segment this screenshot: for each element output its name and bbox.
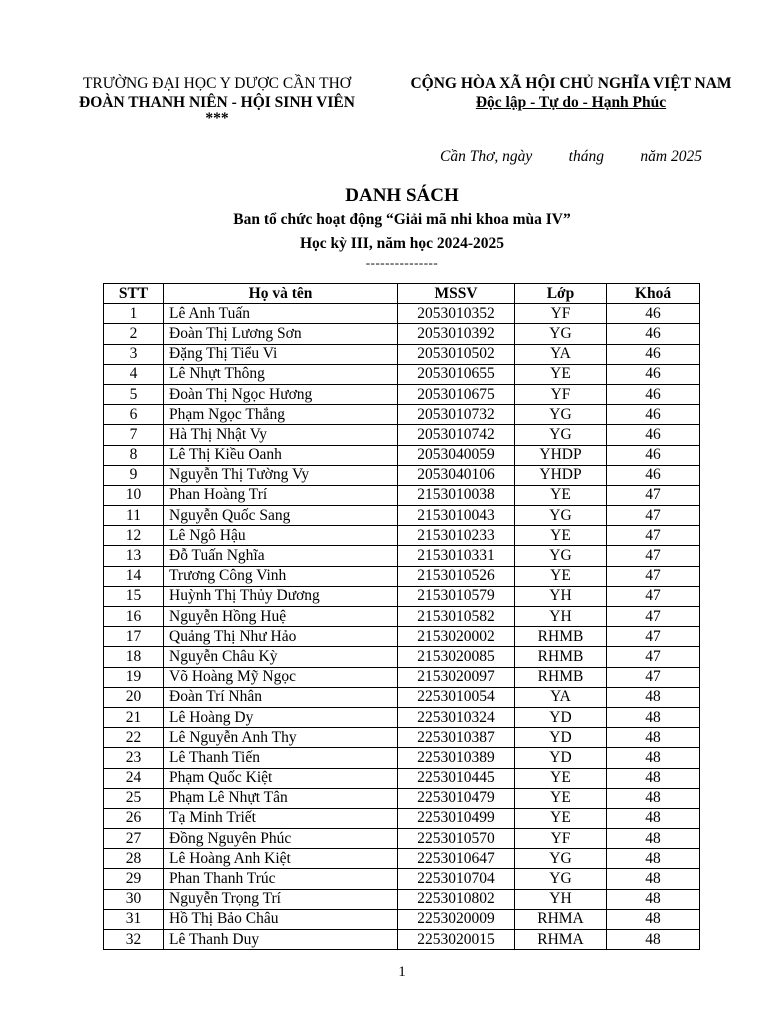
cell-name: Huỳnh Thị Thủy Dương	[164, 586, 398, 606]
cell-name: Hồ Thị Bảo Châu	[164, 909, 398, 929]
national-title: CỘNG HÒA XÃ HỘI CHỦ NGHĨA VIỆT NAM	[410, 75, 732, 92]
cell-class: YH	[515, 586, 607, 606]
cell-mssv: 2053010352	[398, 304, 515, 324]
cell-mssv: 2053010392	[398, 324, 515, 344]
table-row	[104, 647, 700, 667]
cell-class: YG	[515, 425, 607, 445]
table-row	[104, 788, 700, 808]
cell-cohort: 47	[607, 607, 700, 627]
cell-mssv: 2153010582	[398, 607, 515, 627]
cell-class: YA	[515, 344, 607, 364]
cell-mssv: 2253010647	[398, 849, 515, 869]
table-row	[104, 425, 700, 445]
cell-name: Đồng Nguyên Phúc	[164, 829, 398, 849]
cell-cohort: 48	[607, 909, 700, 929]
cell-name: Phan Thanh Trúc	[164, 869, 398, 889]
table-row	[104, 586, 700, 606]
cell-stt: 4	[104, 364, 164, 384]
cell-class: YD	[515, 748, 607, 768]
document-term: Học kỳ III, năm học 2024-2025	[299, 235, 505, 252]
cell-cohort: 48	[607, 687, 700, 707]
cell-name: Đoàn Thị Ngọc Hương	[164, 384, 398, 404]
university-name: TRƯỜNG ĐẠI HỌC Y DƯỢC CẦN THƠ	[82, 75, 352, 92]
table-row	[104, 667, 700, 687]
cell-class: YE	[515, 566, 607, 586]
cell-mssv: 2153010043	[398, 506, 515, 526]
cell-stt: 29	[104, 869, 164, 889]
table-row	[104, 748, 700, 768]
table-row	[104, 707, 700, 727]
cell-stt: 23	[104, 748, 164, 768]
table-header-row	[104, 284, 700, 304]
table-row	[104, 405, 700, 425]
cell-class: YG	[515, 849, 607, 869]
cell-stt: 28	[104, 849, 164, 869]
cell-stt: 15	[104, 586, 164, 606]
cell-mssv: 2253010704	[398, 869, 515, 889]
cell-name: Đoàn Trí Nhân	[164, 687, 398, 707]
cell-stt: 8	[104, 445, 164, 465]
document-subtitle: Ban tổ chức hoạt động “Giải mã nhi khoa mùa IV”	[233, 211, 571, 228]
document-titles	[0, 184, 768, 270]
cell-name: Phan Hoàng Trí	[164, 485, 398, 505]
cell-cohort: 46	[607, 425, 700, 445]
date-year: năm 2025	[640, 148, 702, 165]
table-row	[104, 566, 700, 586]
cell-name: Phạm Quốc Kiệt	[164, 768, 398, 788]
cell-mssv: 2153010038	[398, 485, 515, 505]
cell-name: Lê Thị Kiều Oanh	[164, 445, 398, 465]
cell-mssv: 2253010324	[398, 707, 515, 727]
cell-name: Nguyễn Hồng Huệ	[164, 607, 398, 627]
cell-cohort: 47	[607, 526, 700, 546]
cell-stt: 24	[104, 768, 164, 788]
cell-stt: 19	[104, 667, 164, 687]
cell-name: Quảng Thị Như Hảo	[164, 627, 398, 647]
cell-mssv: 2053010502	[398, 344, 515, 364]
cell-stt: 3	[104, 344, 164, 364]
table-row	[104, 304, 700, 324]
cell-name: Lê Anh Tuấn	[164, 304, 398, 324]
cell-stt: 17	[104, 627, 164, 647]
cell-cohort: 48	[607, 788, 700, 808]
cell-mssv: 2153010233	[398, 526, 515, 546]
page-number: 1	[398, 964, 406, 980]
cell-class: RHMA	[515, 909, 607, 929]
table-row	[104, 869, 700, 889]
cell-stt: 31	[104, 909, 164, 929]
cell-cohort: 48	[607, 849, 700, 869]
cell-name: Lê Thanh Duy	[164, 930, 398, 950]
table-row	[104, 465, 700, 485]
table-row	[104, 909, 700, 929]
table-row	[104, 930, 700, 950]
cell-name: Phạm Lê Nhựt Tân	[164, 788, 398, 808]
date-month: tháng	[568, 148, 604, 165]
cell-stt: 11	[104, 506, 164, 526]
cell-cohort: 48	[607, 829, 700, 849]
cell-stt: 21	[104, 707, 164, 727]
cell-cohort: 47	[607, 647, 700, 667]
cell-mssv: 2253020009	[398, 909, 515, 929]
title-separator: ---------------	[365, 255, 439, 270]
cell-stt: 2	[104, 324, 164, 344]
cell-cohort: 46	[607, 445, 700, 465]
cell-cohort: 47	[607, 485, 700, 505]
col-header-mssv: MSSV	[398, 284, 515, 304]
cell-name: Lê Hoàng Dy	[164, 707, 398, 727]
cell-mssv: 2153020097	[398, 667, 515, 687]
table-row	[104, 506, 700, 526]
cell-cohort: 48	[607, 748, 700, 768]
cell-stt: 18	[104, 647, 164, 667]
cell-mssv: 2253010570	[398, 829, 515, 849]
cell-name: Đỗ Tuấn Nghĩa	[164, 546, 398, 566]
date-line	[440, 148, 702, 166]
cell-stt: 9	[104, 465, 164, 485]
cell-mssv: 2153010579	[398, 586, 515, 606]
cell-name: Lê Thanh Tiến	[164, 748, 398, 768]
cell-mssv: 2253010802	[398, 889, 515, 909]
cell-cohort: 47	[607, 506, 700, 526]
cell-class: YE	[515, 808, 607, 828]
cell-cohort: 46	[607, 324, 700, 344]
cell-mssv: 2153010526	[398, 566, 515, 586]
cell-class: YA	[515, 687, 607, 707]
cell-class: YG	[515, 324, 607, 344]
cell-name: Hà Thị Nhật Vy	[164, 425, 398, 445]
cell-cohort: 48	[607, 869, 700, 889]
cell-mssv: 2053010675	[398, 384, 515, 404]
cell-class: YG	[515, 869, 607, 889]
cell-name: Nguyễn Trọng Trí	[164, 889, 398, 909]
cell-class: YE	[515, 526, 607, 546]
col-header-cohort: Khoá	[607, 284, 700, 304]
table-row	[104, 344, 700, 364]
table-row	[104, 526, 700, 546]
cell-cohort: 46	[607, 405, 700, 425]
header-stars: ***	[205, 110, 229, 127]
date-place: Cần Thơ, ngày	[440, 148, 533, 165]
table-row	[104, 829, 700, 849]
cell-stt: 16	[104, 607, 164, 627]
cell-stt: 13	[104, 546, 164, 566]
cell-class: YE	[515, 485, 607, 505]
document-title: DANH SÁCH	[345, 185, 459, 206]
table-row	[104, 687, 700, 707]
table-row	[104, 607, 700, 627]
cell-class: RHMA	[515, 930, 607, 950]
cell-name: Đặng Thị Tiểu Vi	[164, 344, 398, 364]
cell-class: YH	[515, 889, 607, 909]
cell-cohort: 46	[607, 384, 700, 404]
cell-class: YE	[515, 768, 607, 788]
cell-stt: 22	[104, 728, 164, 748]
cell-name: Nguyễn Thị Tường Vy	[164, 465, 398, 485]
cell-stt: 1	[104, 304, 164, 324]
cell-class: YG	[515, 405, 607, 425]
cell-class: YG	[515, 506, 607, 526]
cell-class: RHMB	[515, 647, 607, 667]
cell-mssv: 2253020015	[398, 930, 515, 950]
cell-mssv: 2253010445	[398, 768, 515, 788]
cell-mssv: 2153020002	[398, 627, 515, 647]
cell-name: Trương Công Vinh	[164, 566, 398, 586]
cell-name: Võ Hoàng Mỹ Ngọc	[164, 667, 398, 687]
table-row	[104, 445, 700, 465]
national-motto: Độc lập - Tự do - Hạnh Phúc	[475, 94, 667, 111]
cell-mssv: 2053010732	[398, 405, 515, 425]
col-header-stt: STT	[104, 284, 164, 304]
cell-cohort: 47	[607, 566, 700, 586]
cell-cohort: 48	[607, 808, 700, 828]
cell-class: YHDP	[515, 465, 607, 485]
cell-cohort: 46	[607, 465, 700, 485]
cell-stt: 5	[104, 384, 164, 404]
cell-class: RHMB	[515, 627, 607, 647]
cell-name: Phạm Ngọc Thắng	[164, 405, 398, 425]
col-header-class: Lớp	[515, 284, 607, 304]
table-row	[104, 889, 700, 909]
cell-mssv: 2253010387	[398, 728, 515, 748]
cell-mssv: 2053040106	[398, 465, 515, 485]
cell-class: YE	[515, 364, 607, 384]
cell-stt: 20	[104, 687, 164, 707]
member-table	[103, 283, 700, 950]
cell-class: RHMB	[515, 667, 607, 687]
table-row	[104, 627, 700, 647]
cell-cohort: 48	[607, 930, 700, 950]
cell-class: YE	[515, 788, 607, 808]
table-row	[104, 768, 700, 788]
cell-stt: 10	[104, 485, 164, 505]
cell-mssv: 2253010499	[398, 808, 515, 828]
cell-mssv: 2153020085	[398, 647, 515, 667]
cell-mssv: 2253010054	[398, 687, 515, 707]
table-row	[104, 728, 700, 748]
table-row	[104, 384, 700, 404]
cell-name: Đoàn Thị Lương Sơn	[164, 324, 398, 344]
header-right	[388, 74, 754, 112]
cell-class: YF	[515, 384, 607, 404]
cell-class: YH	[515, 607, 607, 627]
table-row	[104, 808, 700, 828]
table-row	[104, 546, 700, 566]
cell-cohort: 47	[607, 546, 700, 566]
col-header-name: Họ và tên	[164, 284, 398, 304]
cell-stt: 27	[104, 829, 164, 849]
cell-class: YHDP	[515, 445, 607, 465]
cell-cohort: 47	[607, 627, 700, 647]
cell-cohort: 46	[607, 364, 700, 384]
cell-cohort: 46	[607, 304, 700, 324]
cell-cohort: 48	[607, 728, 700, 748]
cell-cohort: 48	[607, 889, 700, 909]
table-body	[104, 304, 700, 950]
cell-mssv: 2253010479	[398, 788, 515, 808]
cell-stt: 25	[104, 788, 164, 808]
cell-cohort: 47	[607, 667, 700, 687]
cell-name: Tạ Minh Triết	[164, 808, 398, 828]
cell-mssv: 2053010742	[398, 425, 515, 445]
cell-name: Nguyễn Quốc Sang	[164, 506, 398, 526]
cell-class: YD	[515, 728, 607, 748]
cell-stt: 30	[104, 889, 164, 909]
cell-cohort: 48	[607, 707, 700, 727]
cell-name: Lê Nguyễn Anh Thy	[164, 728, 398, 748]
cell-cohort: 46	[607, 344, 700, 364]
cell-class: YF	[515, 829, 607, 849]
cell-name: Lê Hoàng Anh Kiệt	[164, 849, 398, 869]
table-row	[104, 849, 700, 869]
cell-mssv: 2053010655	[398, 364, 515, 384]
cell-cohort: 48	[607, 768, 700, 788]
cell-stt: 14	[104, 566, 164, 586]
table-row	[104, 485, 700, 505]
header-left	[52, 74, 382, 126]
cell-mssv: 2253010389	[398, 748, 515, 768]
cell-stt: 12	[104, 526, 164, 546]
cell-stt: 26	[104, 808, 164, 828]
cell-name: Lê Ngô Hậu	[164, 526, 398, 546]
table-row	[104, 324, 700, 344]
cell-class: YG	[515, 546, 607, 566]
cell-cohort: 47	[607, 586, 700, 606]
cell-stt: 32	[104, 930, 164, 950]
cell-name: Lê Nhựt Thông	[164, 364, 398, 384]
table-row	[104, 364, 700, 384]
cell-name: Nguyễn Châu Kỳ	[164, 647, 398, 667]
cell-mssv: 2153010331	[398, 546, 515, 566]
cell-class: YF	[515, 304, 607, 324]
cell-mssv: 2053040059	[398, 445, 515, 465]
union-name: ĐOÀN THANH NIÊN - HỘI SINH VIÊN	[79, 94, 355, 111]
cell-class: YD	[515, 707, 607, 727]
cell-stt: 6	[104, 405, 164, 425]
cell-stt: 7	[104, 425, 164, 445]
